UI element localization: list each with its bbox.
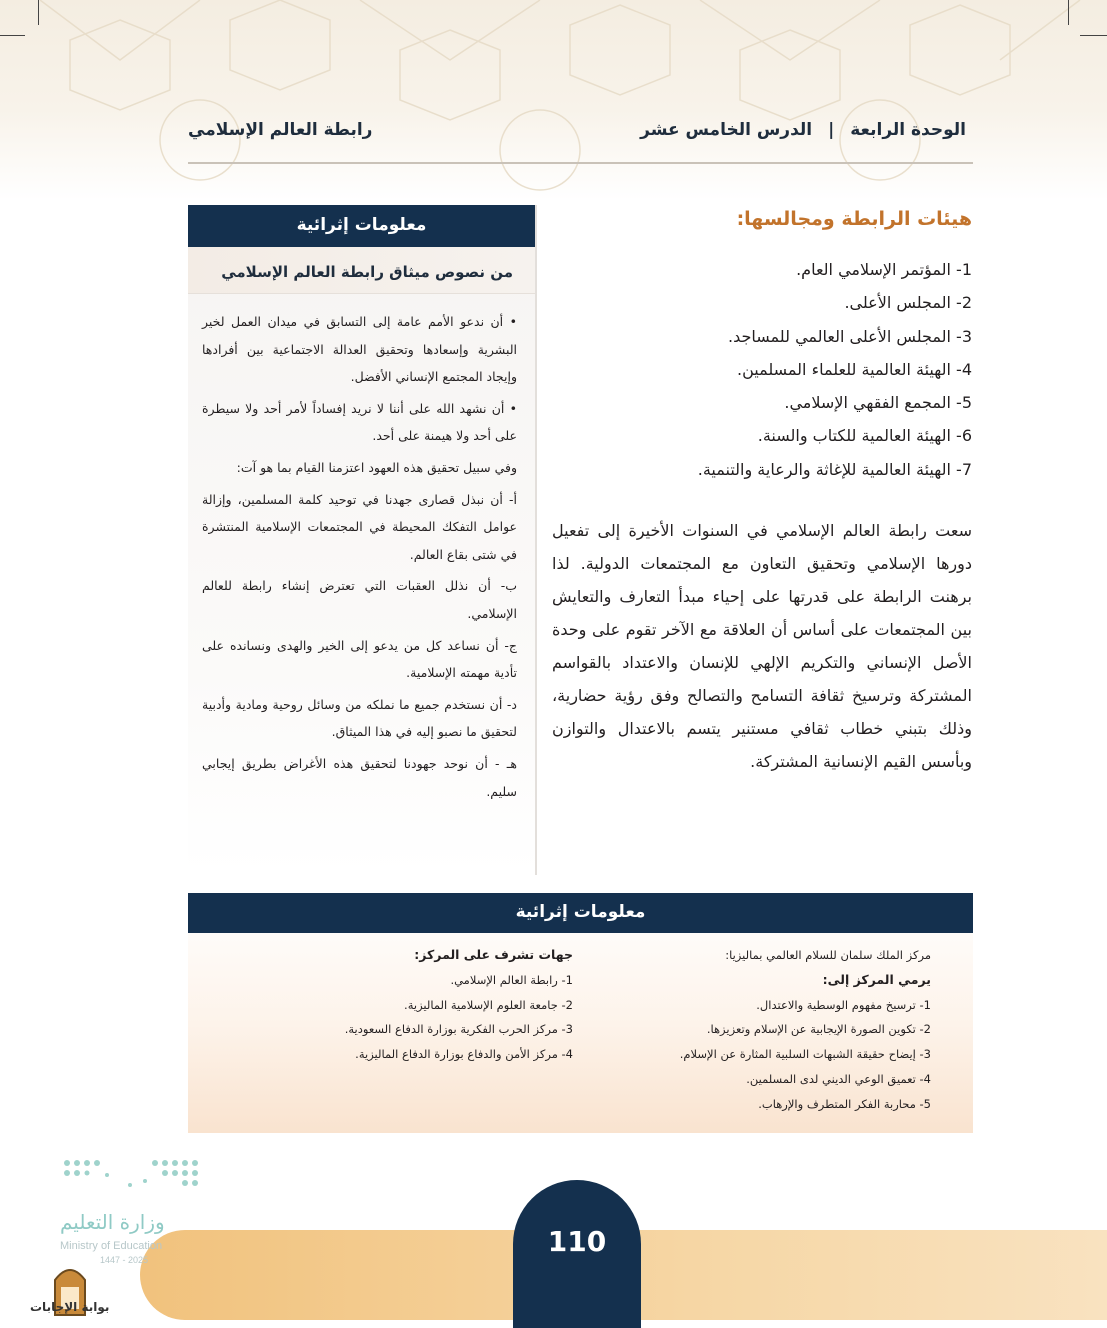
list-item: 2- تكوين الصورة الإيجابية عن الإسلام وتعزيزها. [706, 1022, 931, 1037]
list-item: 4- تعميق الوعي الديني لدى المسلمين. [746, 1071, 931, 1086]
header-unit-lesson [640, 120, 966, 140]
crop-mark [38, 0, 39, 25]
charter-text: هـ - أن نوحد جهودنا لتحقيق هذه الأغراض بطريق إيجابي سليم. [202, 755, 517, 799]
page-header [150, 112, 970, 152]
enrichment-sidebar [188, 205, 537, 875]
list-item: 1- رابطة العالم الإسلامي. [450, 972, 573, 987]
main-paragraph: سعت رابطة العالم الإسلامي في السنوات الأخيرة إلى تفعيل دورها الإسلامي وتحقيق التعاون مع المجتمعات الدولية. لذا برهنت الرابطة على قدرتها على إحياء مبدأ التعارف والتعايش بين المجتمعات على أساس أن العلاقة مع الآخر تقوم على وحدة الأصل الإنساني والتكريم الإلهي للإنسان والاعتداد بالقواسم المشتركة وترسيخ ثقافة التسامح والتصالح وفق رؤية حضارية، وذلك بتبني خطاب ثقافي مستنير يتسم بالاعتدال والتوازن وبأسس القيم الإنسانية المشتركة. [552, 521, 972, 771]
charter-text: ب- أن نذلل العقبات التي تعترض إنشاء رابطة للعالم الإسلامي. [202, 578, 517, 621]
bottom-box-title: معلومات إثرائية [188, 893, 973, 933]
crop-mark [1080, 35, 1107, 36]
list-item: 4- مركز الأمن والدفاع بوزارة الدفاع الماليزية. [355, 1047, 573, 1062]
list-item: 2- جامعة العلوم الإسلامية الماليزية. [404, 997, 573, 1012]
goals-heading: يرمي المركز إلى: [822, 971, 931, 987]
header-separator: | [828, 120, 835, 140]
header-pattern-background [0, 0, 1107, 200]
supervisors-heading: جهات تشرف على المركز: [414, 947, 573, 962]
list-item: 3- مركز الحرب الفكرية بوزارة الدفاع السعودية. [344, 1022, 573, 1037]
charter-text: وفي سبيل تحقيق هذه العهود اعتزمنا القيام بما هو آت: [236, 459, 517, 475]
charter-text: ج- أن نساعد كل من يدعو إلى الخير والهدى ونسانده على تأدية مهمته الإسلامية. [202, 637, 517, 681]
center-goals-column [571, 943, 931, 1117]
ministry-name-ar: وزارة التعليم [60, 1210, 165, 1234]
list-item: 3- إيضاح حقيقة الشبهات السلبية المثارة عن الإسلام. [679, 1047, 931, 1062]
list-item: 2- المجلس الأعلى. [844, 293, 972, 313]
ministry-year: 2025 - 1447 [100, 1255, 149, 1265]
list-item: 6- الهيئة العالمية للكتاب والسنة. [757, 426, 972, 446]
charter-text: • أن ندعو الأمم عامة إلى التسابق في ميدان العمل لخير البشرية وإسعادها وتحقيق العدالة الاجتماعية بين أفرادها وإيجاد المجتمع الإنساني الأفضل. [202, 308, 517, 391]
crop-mark [1068, 0, 1069, 25]
charter-text: أ- أن نبذل قصارى جهدنا في توحيد كلمة المسلمين، وإزالة عوامل التفكك المحيطة في المجتمعات الإسلامية المنتشرة في شتى بقاع العالم. [202, 491, 517, 562]
list-item: 3- المجلس الأعلى العالمي للمساجد. [728, 326, 972, 346]
list-item: 1- المؤتمر الإسلامي العام. [796, 260, 972, 279]
list-item: 5- المجمع الفقهي الإسلامي. [784, 393, 972, 413]
header-lesson: الدرس الخامس عشر [640, 120, 813, 140]
page-number: 110 [547, 1225, 607, 1258]
crop-mark [0, 35, 25, 36]
list-item: 7- الهيئة العالمية للإغاثة والرعاية والتنمية. [697, 459, 972, 479]
sidebar-body [188, 294, 535, 805]
header-divider [188, 162, 973, 164]
charter-text: د- أن نستخدم جميع ما نملكه من وسائل روحية ومادية وأدبية لتحقيق ما نصبو إليه في هذا الميثاق. [202, 696, 517, 740]
sidebar-title: معلومات إثرائية [188, 205, 535, 247]
sidebar-subtitle: من نصوص ميثاق رابطة العالم الإسلامي [188, 247, 535, 294]
header-topic: رابطة العالم الإسلامي [188, 120, 373, 140]
header-unit: الوحدة الرابعة [850, 120, 966, 140]
list-item: 4- الهيئة العالمية للعلماء المسلمين. [737, 359, 972, 379]
watermark-text: بوابة الإجابات [30, 1300, 110, 1314]
center-name: مركز الملك سلمان للسلام العالمي بماليزيا: [725, 948, 931, 962]
list-item: 1- ترسيخ مفهوم الوسطية والاعتدال. [756, 997, 931, 1012]
ministry-name-en: Ministry of Education [60, 1240, 163, 1252]
geometric-pattern [0, 0, 1107, 200]
section-title: هيئات الرابطة ومجالسها: [736, 208, 972, 230]
charter-text: • أن نشهد الله على أننا لا نريد إفساداً لأمر أحد ولا سيطرة على أحد ولا هيمنة على أحد. [202, 395, 517, 450]
supervisors-column [233, 943, 573, 1067]
watermark-lantern-icon [30, 1255, 110, 1325]
enrichment-bottom-box [188, 893, 973, 1133]
list-item: 5- محاربة الفكر المتطرف والإرهاب. [758, 1096, 931, 1111]
bodies-list [572, 253, 972, 486]
